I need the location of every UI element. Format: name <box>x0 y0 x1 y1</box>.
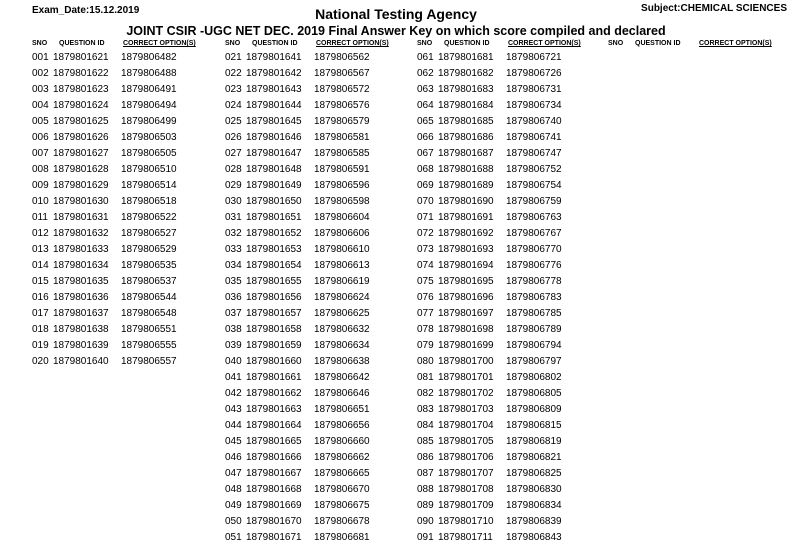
row-sno: 076 <box>417 292 434 303</box>
row-question-id: 1879801635 <box>53 276 109 287</box>
row-question-id: 1879801665 <box>246 436 302 447</box>
row-question-id: 1879801706 <box>438 452 494 463</box>
row-correct-option: 1879806548 <box>121 308 177 319</box>
row-sno: 036 <box>225 292 242 303</box>
row-sno: 005 <box>32 116 49 127</box>
header-sno: SNO <box>608 40 624 47</box>
row-sno: 017 <box>32 308 49 319</box>
header-correct-option: CORRECT OPTION(S) <box>316 40 389 47</box>
row-sno: 063 <box>417 84 434 95</box>
header-question-id: QUESTION ID <box>635 40 681 47</box>
row-correct-option: 1879806642 <box>314 372 370 383</box>
row-question-id: 1879801647 <box>246 148 302 159</box>
row-question-id: 1879801693 <box>438 244 494 255</box>
row-sno: 043 <box>225 404 242 415</box>
row-correct-option: 1879806752 <box>506 164 562 175</box>
row-sno: 069 <box>417 180 434 191</box>
row-correct-option: 1879806759 <box>506 196 562 207</box>
row-question-id: 1879801626 <box>53 132 109 143</box>
row-question-id: 1879801685 <box>438 116 494 127</box>
row-sno: 079 <box>417 340 434 351</box>
row-question-id: 1879801633 <box>53 244 109 255</box>
row-correct-option: 1879806747 <box>506 148 562 159</box>
row-sno: 012 <box>32 228 49 239</box>
row-question-id: 1879801684 <box>438 100 494 111</box>
row-sno: 002 <box>32 68 49 79</box>
row-question-id: 1879801666 <box>246 452 302 463</box>
row-question-id: 1879801623 <box>53 84 109 95</box>
row-sno: 087 <box>417 468 434 479</box>
header-question-id: QUESTION ID <box>252 40 298 47</box>
row-correct-option: 1879806797 <box>506 356 562 367</box>
row-question-id: 1879801687 <box>438 148 494 159</box>
row-correct-option: 1879806670 <box>314 484 370 495</box>
row-sno: 014 <box>32 260 49 271</box>
row-correct-option: 1879806518 <box>121 196 177 207</box>
row-correct-option: 1879806778 <box>506 276 562 287</box>
row-correct-option: 1879806734 <box>506 100 562 111</box>
row-question-id: 1879801628 <box>53 164 109 175</box>
row-question-id: 1879801681 <box>438 52 494 63</box>
row-sno: 049 <box>225 500 242 511</box>
row-correct-option: 1879806537 <box>121 276 177 287</box>
row-sno: 022 <box>225 68 242 79</box>
row-sno: 023 <box>225 84 242 95</box>
row-question-id: 1879801658 <box>246 324 302 335</box>
row-correct-option: 1879806754 <box>506 180 562 191</box>
subject-label: Subject:CHEMICAL SCIENCES <box>641 3 787 14</box>
row-sno: 083 <box>417 404 434 415</box>
row-correct-option: 1879806726 <box>506 68 562 79</box>
row-sno: 071 <box>417 212 434 223</box>
row-sno: 024 <box>225 100 242 111</box>
header-correct-option: CORRECT OPTION(S) <box>508 40 581 47</box>
row-correct-option: 1879806535 <box>121 260 177 271</box>
row-correct-option: 1879806665 <box>314 468 370 479</box>
row-question-id: 1879801694 <box>438 260 494 271</box>
row-question-id: 1879801646 <box>246 132 302 143</box>
row-correct-option: 1879806819 <box>506 436 562 447</box>
row-question-id: 1879801637 <box>53 308 109 319</box>
row-question-id: 1879801632 <box>53 228 109 239</box>
row-correct-option: 1879806809 <box>506 404 562 415</box>
row-question-id: 1879801683 <box>438 84 494 95</box>
row-correct-option: 1879806678 <box>314 516 370 527</box>
row-question-id: 1879801662 <box>246 388 302 399</box>
header-question-id: QUESTION ID <box>444 40 490 47</box>
row-question-id: 1879801670 <box>246 516 302 527</box>
row-correct-option: 1879806646 <box>314 388 370 399</box>
row-correct-option: 1879806770 <box>506 244 562 255</box>
row-correct-option: 1879806632 <box>314 324 370 335</box>
row-sno: 080 <box>417 356 434 367</box>
row-sno: 015 <box>32 276 49 287</box>
row-question-id: 1879801692 <box>438 228 494 239</box>
row-correct-option: 1879806741 <box>506 132 562 143</box>
row-sno: 085 <box>417 436 434 447</box>
row-question-id: 1879801624 <box>53 100 109 111</box>
row-sno: 001 <box>32 52 49 63</box>
row-sno: 048 <box>225 484 242 495</box>
row-question-id: 1879801671 <box>246 532 302 543</box>
row-correct-option: 1879806491 <box>121 84 177 95</box>
row-correct-option: 1879806656 <box>314 420 370 431</box>
row-correct-option: 1879806510 <box>121 164 177 175</box>
row-question-id: 1879801698 <box>438 324 494 335</box>
row-sno: 067 <box>417 148 434 159</box>
row-correct-option: 1879806499 <box>121 116 177 127</box>
row-correct-option: 1879806505 <box>121 148 177 159</box>
row-correct-option: 1879806522 <box>121 212 177 223</box>
row-question-id: 1879801642 <box>246 68 302 79</box>
row-sno: 026 <box>225 132 242 143</box>
row-question-id: 1879801640 <box>53 356 109 367</box>
row-sno: 032 <box>225 228 242 239</box>
row-sno: 070 <box>417 196 434 207</box>
row-sno: 075 <box>417 276 434 287</box>
header-sno: SNO <box>417 40 433 47</box>
row-question-id: 1879801652 <box>246 228 302 239</box>
row-correct-option: 1879806834 <box>506 500 562 511</box>
row-sno: 021 <box>225 52 242 63</box>
row-sno: 050 <box>225 516 242 527</box>
row-question-id: 1879801659 <box>246 340 302 351</box>
row-question-id: 1879801631 <box>53 212 109 223</box>
row-question-id: 1879801627 <box>53 148 109 159</box>
row-question-id: 1879801643 <box>246 84 302 95</box>
row-question-id: 1879801660 <box>246 356 302 367</box>
row-sno: 031 <box>225 212 242 223</box>
row-sno: 074 <box>417 260 434 271</box>
row-sno: 089 <box>417 500 434 511</box>
row-sno: 018 <box>32 324 49 335</box>
row-sno: 082 <box>417 388 434 399</box>
row-correct-option: 1879806660 <box>314 436 370 447</box>
row-sno: 090 <box>417 516 434 527</box>
row-correct-option: 1879806651 <box>314 404 370 415</box>
header-correct-option: CORRECT OPTION(S) <box>123 40 196 47</box>
row-correct-option: 1879806572 <box>314 84 370 95</box>
row-question-id: 1879801622 <box>53 68 109 79</box>
row-question-id: 1879801691 <box>438 212 494 223</box>
row-correct-option: 1879806794 <box>506 340 562 351</box>
row-question-id: 1879801711 <box>438 532 493 543</box>
document-subtitle: JOINT CSIR -UGC NET DEC. 2019 Final Answer Key on which score compiled and declared <box>126 24 666 38</box>
row-question-id: 1879801668 <box>246 484 302 495</box>
row-sno: 062 <box>417 68 434 79</box>
row-sno: 020 <box>32 356 49 367</box>
row-sno: 065 <box>417 116 434 127</box>
row-sno: 077 <box>417 308 434 319</box>
row-question-id: 1879801625 <box>53 116 109 127</box>
row-question-id: 1879801651 <box>246 212 302 223</box>
row-sno: 006 <box>32 132 49 143</box>
row-correct-option: 1879806514 <box>121 180 177 191</box>
row-correct-option: 1879806581 <box>314 132 370 143</box>
row-question-id: 1879801696 <box>438 292 494 303</box>
row-correct-option: 1879806624 <box>314 292 370 303</box>
row-correct-option: 1879806625 <box>314 308 370 319</box>
row-sno: 064 <box>417 100 434 111</box>
row-question-id: 1879801699 <box>438 340 494 351</box>
row-question-id: 1879801648 <box>246 164 302 175</box>
row-correct-option: 1879806740 <box>506 116 562 127</box>
row-sno: 007 <box>32 148 49 159</box>
row-correct-option: 1879806527 <box>121 228 177 239</box>
row-sno: 068 <box>417 164 434 175</box>
row-sno: 016 <box>32 292 49 303</box>
row-question-id: 1879801707 <box>438 468 494 479</box>
row-correct-option: 1879806606 <box>314 228 370 239</box>
row-correct-option: 1879806839 <box>506 516 562 527</box>
row-question-id: 1879801705 <box>438 436 494 447</box>
row-correct-option: 1879806821 <box>506 452 562 463</box>
row-correct-option: 1879806681 <box>314 532 370 543</box>
row-sno: 061 <box>417 52 434 63</box>
row-correct-option: 1879806662 <box>314 452 370 463</box>
row-question-id: 1879801657 <box>246 308 302 319</box>
row-sno: 011 <box>32 212 48 223</box>
row-sno: 029 <box>225 180 242 191</box>
row-sno: 009 <box>32 180 49 191</box>
row-correct-option: 1879806576 <box>314 100 370 111</box>
row-correct-option: 1879806529 <box>121 244 177 255</box>
row-correct-option: 1879806825 <box>506 468 562 479</box>
row-sno: 040 <box>225 356 242 367</box>
row-question-id: 1879801690 <box>438 196 494 207</box>
row-question-id: 1879801630 <box>53 196 109 207</box>
row-question-id: 1879801702 <box>438 388 494 399</box>
row-correct-option: 1879806783 <box>506 292 562 303</box>
row-correct-option: 1879806776 <box>506 260 562 271</box>
row-sno: 019 <box>32 340 49 351</box>
row-sno: 027 <box>225 148 242 159</box>
row-sno: 086 <box>417 452 434 463</box>
row-correct-option: 1879806731 <box>506 84 562 95</box>
row-correct-option: 1879806567 <box>314 68 370 79</box>
row-question-id: 1879801689 <box>438 180 494 191</box>
row-question-id: 1879801688 <box>438 164 494 175</box>
row-question-id: 1879801667 <box>246 468 302 479</box>
row-sno: 038 <box>225 324 242 335</box>
row-question-id: 1879801700 <box>438 356 494 367</box>
row-correct-option: 1879806591 <box>314 164 370 175</box>
row-sno: 078 <box>417 324 434 335</box>
row-sno: 072 <box>417 228 434 239</box>
row-sno: 025 <box>225 116 242 127</box>
header-correct-option: CORRECT OPTION(S) <box>699 40 772 47</box>
row-sno: 044 <box>225 420 242 431</box>
row-sno: 051 <box>225 532 242 543</box>
row-question-id: 1879801638 <box>53 324 109 335</box>
row-sno: 066 <box>417 132 434 143</box>
row-sno: 091 <box>417 532 434 543</box>
row-correct-option: 1879806767 <box>506 228 562 239</box>
row-question-id: 1879801655 <box>246 276 302 287</box>
row-question-id: 1879801645 <box>246 116 302 127</box>
row-question-id: 1879801639 <box>53 340 109 351</box>
row-question-id: 1879801695 <box>438 276 494 287</box>
header-sno: SNO <box>32 40 48 47</box>
row-sno: 028 <box>225 164 242 175</box>
row-question-id: 1879801621 <box>53 52 109 63</box>
row-question-id: 1879801686 <box>438 132 494 143</box>
row-sno: 035 <box>225 276 242 287</box>
row-correct-option: 1879806638 <box>314 356 370 367</box>
row-correct-option: 1879806482 <box>121 52 177 63</box>
exam-date: Exam_Date:15.12.2019 <box>32 5 140 16</box>
row-sno: 003 <box>32 84 49 95</box>
row-correct-option: 1879806579 <box>314 116 370 127</box>
row-correct-option: 1879806634 <box>314 340 370 351</box>
row-correct-option: 1879806604 <box>314 212 370 223</box>
row-sno: 042 <box>225 388 242 399</box>
row-question-id: 1879801703 <box>438 404 494 415</box>
row-question-id: 1879801644 <box>246 100 302 111</box>
row-question-id: 1879801634 <box>53 260 109 271</box>
row-sno: 084 <box>417 420 434 431</box>
row-question-id: 1879801710 <box>438 516 494 527</box>
row-correct-option: 1879806675 <box>314 500 370 511</box>
row-sno: 046 <box>225 452 242 463</box>
row-question-id: 1879801701 <box>438 372 494 383</box>
row-question-id: 1879801661 <box>246 372 302 383</box>
row-question-id: 1879801653 <box>246 244 302 255</box>
row-correct-option: 1879806596 <box>314 180 370 191</box>
row-sno: 013 <box>32 244 49 255</box>
row-correct-option: 1879806557 <box>121 356 177 367</box>
row-sno: 073 <box>417 244 434 255</box>
row-correct-option: 1879806785 <box>506 308 562 319</box>
row-correct-option: 1879806488 <box>121 68 177 79</box>
row-correct-option: 1879806619 <box>314 276 370 287</box>
header-question-id: QUESTION ID <box>59 40 105 47</box>
row-sno: 088 <box>417 484 434 495</box>
row-question-id: 1879801697 <box>438 308 494 319</box>
row-correct-option: 1879806815 <box>506 420 562 431</box>
row-question-id: 1879801636 <box>53 292 109 303</box>
row-sno: 041 <box>225 372 242 383</box>
row-question-id: 1879801709 <box>438 500 494 511</box>
row-correct-option: 1879806830 <box>506 484 562 495</box>
row-question-id: 1879801656 <box>246 292 302 303</box>
row-question-id: 1879801650 <box>246 196 302 207</box>
row-correct-option: 1879806555 <box>121 340 177 351</box>
row-sno: 039 <box>225 340 242 351</box>
row-sno: 010 <box>32 196 49 207</box>
row-correct-option: 1879806610 <box>314 244 370 255</box>
row-correct-option: 1879806805 <box>506 388 562 399</box>
row-sno: 008 <box>32 164 49 175</box>
agency-title: National Testing Agency <box>315 6 477 22</box>
row-question-id: 1879801664 <box>246 420 302 431</box>
row-question-id: 1879801641 <box>246 52 302 63</box>
row-sno: 004 <box>32 100 49 111</box>
row-sno: 081 <box>417 372 434 383</box>
row-correct-option: 1879806789 <box>506 324 562 335</box>
header-sno: SNO <box>225 40 241 47</box>
row-question-id: 1879801654 <box>246 260 302 271</box>
row-question-id: 1879801663 <box>246 404 302 415</box>
row-correct-option: 1879806721 <box>506 52 562 63</box>
row-correct-option: 1879806763 <box>506 212 562 223</box>
row-correct-option: 1879806562 <box>314 52 370 63</box>
row-sno: 034 <box>225 260 242 271</box>
row-correct-option: 1879806843 <box>506 532 562 543</box>
row-question-id: 1879801704 <box>438 420 494 431</box>
row-sno: 045 <box>225 436 242 447</box>
row-correct-option: 1879806585 <box>314 148 370 159</box>
row-question-id: 1879801708 <box>438 484 494 495</box>
row-correct-option: 1879806544 <box>121 292 177 303</box>
row-question-id: 1879801669 <box>246 500 302 511</box>
row-sno: 037 <box>225 308 242 319</box>
row-correct-option: 1879806503 <box>121 132 177 143</box>
row-question-id: 1879801629 <box>53 180 109 191</box>
row-question-id: 1879801682 <box>438 68 494 79</box>
row-correct-option: 1879806551 <box>121 324 177 335</box>
row-correct-option: 1879806802 <box>506 372 562 383</box>
row-correct-option: 1879806613 <box>314 260 370 271</box>
row-correct-option: 1879806494 <box>121 100 177 111</box>
row-sno: 033 <box>225 244 242 255</box>
row-sno: 047 <box>225 468 242 479</box>
row-question-id: 1879801649 <box>246 180 302 191</box>
row-sno: 030 <box>225 196 242 207</box>
row-correct-option: 1879806598 <box>314 196 370 207</box>
